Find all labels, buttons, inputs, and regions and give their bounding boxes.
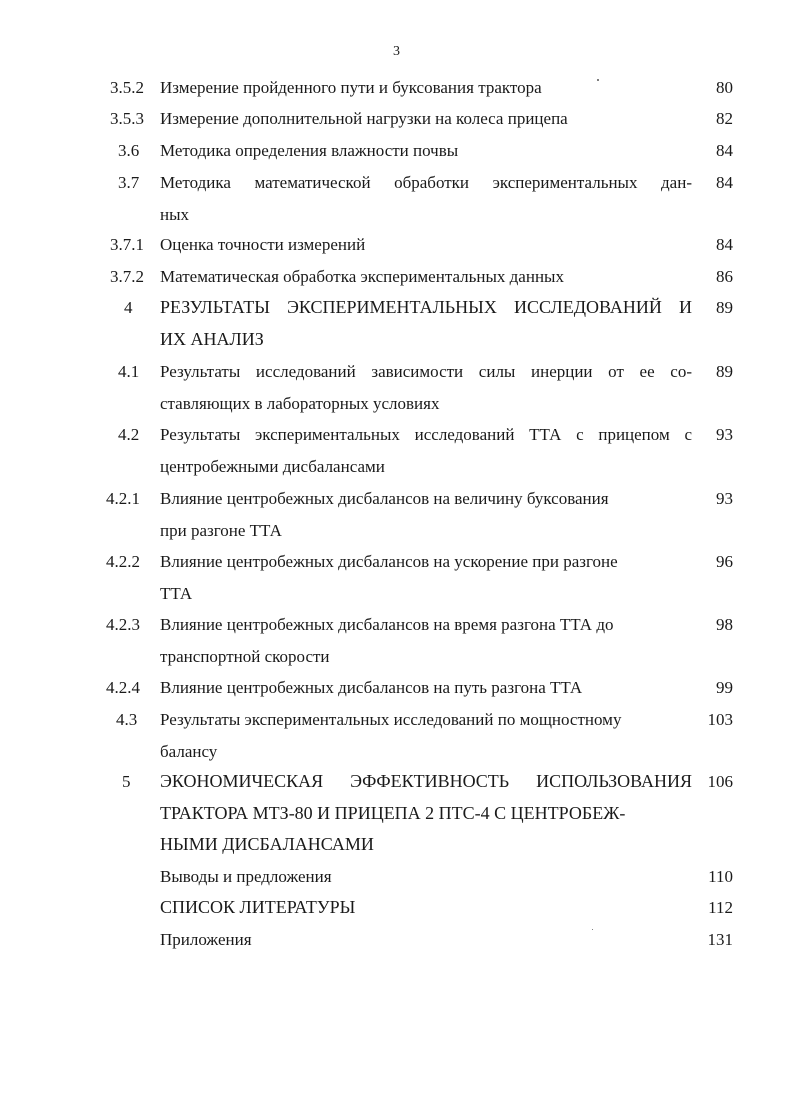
section-title: [160, 861, 692, 893]
page-ref: 112: [708, 898, 733, 917]
title-line: ных: [160, 204, 190, 224]
section-title: [160, 483, 692, 546]
title-line: Выводы и предложения: [160, 867, 332, 886]
page-ref: 89: [716, 298, 733, 317]
title-line: НЫМИ ДИСБАЛАНСАМИ: [160, 834, 374, 854]
title-line: Методика определения влажности почвы: [160, 141, 459, 160]
page-ref: 82: [716, 109, 733, 128]
page-ref: 93: [716, 425, 733, 444]
scan-speck: [592, 929, 593, 930]
section-title: [160, 261, 692, 293]
page-ref: 84: [716, 173, 733, 192]
page-ref: 103: [707, 710, 733, 729]
section-title: [160, 766, 692, 861]
title-line: Приложения: [160, 930, 252, 949]
title-line: ИХ АНАЛИЗ: [160, 328, 264, 349]
title-line: при разгоне ТТА: [160, 520, 282, 540]
page-ref: 99: [716, 678, 733, 697]
page-ref: 93: [716, 489, 733, 508]
title-line: транспортной скорости: [160, 646, 330, 666]
title-line: ТРАКТОРА МТЗ-80 И ПРИЦЕПА 2 ПТС-4 С ЦЕНТРОБЕЖ-: [160, 802, 626, 823]
title-line: Оценка точности измерений: [160, 235, 366, 254]
section-number: 5: [122, 772, 131, 791]
page-ref: 89: [716, 362, 733, 381]
page-ref: 86: [716, 267, 733, 286]
section-number: 3.7.1: [110, 235, 144, 254]
title-line: СПИСОК ЛИТЕРАТУРЫ: [160, 897, 356, 917]
title-line: Влияние центробежных дисбалансов на путь разгона ТТА: [160, 678, 583, 697]
title-line: ставляющих в лабораторных условиях: [160, 393, 440, 413]
title-line: Результаты исследований зависимости силы инерции от ее со-: [160, 362, 692, 381]
section-number: 3.5.3: [110, 109, 144, 128]
section-number: 3.6: [118, 141, 140, 160]
page-ref: 131: [707, 930, 733, 949]
section-number: 4.2.1: [106, 489, 140, 508]
section-title: [160, 924, 692, 956]
title-line: РЕЗУЛЬТАТЫ ЭКСПЕРИМЕНТАЛЬНЫХ ИССЛЕДОВАНИЙ И: [160, 297, 692, 317]
section-title: [160, 103, 692, 135]
section-number: 4.2.3: [106, 615, 140, 634]
section-number: 4: [124, 298, 133, 317]
section-title: [160, 609, 692, 672]
title-line: Результаты экспериментальных исследований по мощностному: [160, 710, 622, 729]
page-ref: 110: [708, 867, 733, 886]
section-number: 3.7.2: [110, 267, 144, 286]
section-title: [160, 704, 692, 767]
section-title: [160, 419, 692, 482]
page-ref: 80: [716, 78, 733, 97]
title-line: Методика математической обработки экспериментальных дан-: [160, 173, 692, 192]
section-title: [160, 546, 692, 609]
title-line: Влияние центробежных дисбалансов на ускорение при разгоне: [160, 552, 618, 571]
section-title: [160, 135, 692, 167]
title-line: Измерение пройденного пути и буксования трактора: [160, 78, 542, 97]
section-number: 4.2.4: [106, 678, 140, 697]
page-ref: 84: [716, 235, 733, 254]
title-line: Влияние центробежных дисбалансов на величину буксования: [160, 489, 609, 508]
title-line: ТТА: [160, 583, 193, 603]
page-ref: 96: [716, 552, 733, 571]
section-title: [160, 292, 692, 355]
title-line: Математическая обработка экспериментальных данных: [160, 267, 564, 286]
page-ref: 98: [716, 615, 733, 634]
section-title: [160, 167, 692, 230]
title-line: Измерение дополнительной нагрузки на колеса прицепа: [160, 109, 568, 128]
section-title: [160, 72, 692, 104]
section-number: 4.2: [118, 425, 140, 444]
title-line: центробежными дисбалансами: [160, 456, 385, 476]
section-number: 3.5.2: [110, 78, 144, 97]
section-title: [160, 892, 692, 924]
section-number: 3.7: [118, 173, 140, 192]
page-number: 3: [393, 44, 400, 59]
page-ref: 84: [716, 141, 733, 160]
section-title: [160, 229, 692, 261]
title-line: Результаты экспериментальных исследований ТТА с прицепом с: [160, 425, 692, 444]
title-line: ЭКОНОМИЧЕСКАЯ ЭФФЕКТИВНОСТЬ ИСПОЛЬЗОВАНИЯ: [160, 771, 692, 791]
title-line: Влияние центробежных дисбалансов на время разгона ТТА до: [160, 615, 614, 634]
title-line: балансу: [160, 741, 218, 761]
section-number: 4.2.2: [106, 552, 140, 571]
scan-speck: [597, 79, 599, 81]
section-title: [160, 672, 692, 704]
page-ref: 106: [707, 772, 733, 791]
section-number: 4.1: [118, 362, 140, 381]
section-title: [160, 356, 692, 419]
section-number: 4.3: [116, 710, 138, 729]
